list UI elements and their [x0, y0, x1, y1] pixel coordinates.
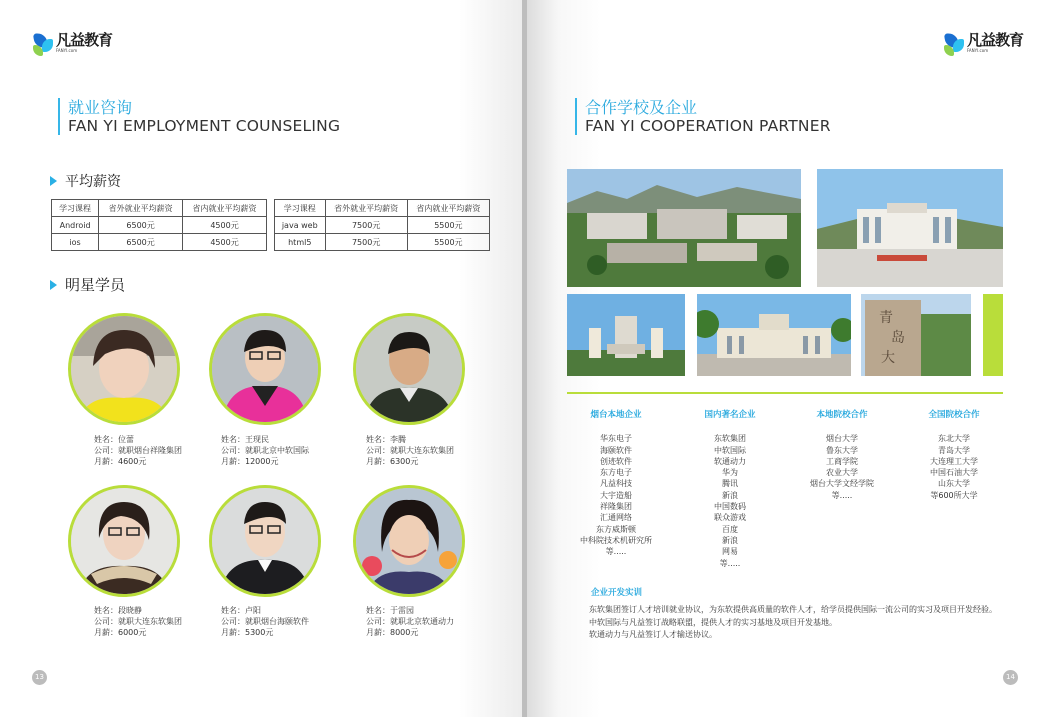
employment-section-header: [58, 98, 340, 135]
salary-table-2: [274, 199, 490, 251]
list-item: 中国石油大学: [930, 468, 978, 478]
student-info: [221, 605, 309, 638]
page-number: 13: [32, 670, 47, 685]
student-salary: 月薪：6000元: [94, 628, 147, 637]
student-salary: 月薪：8000元: [366, 628, 419, 637]
table-cell: 4500元: [183, 234, 267, 251]
list-item: 工商学院: [826, 456, 858, 466]
stone-monument-photo: [861, 294, 971, 376]
student-company: 公司：就职烟台祥隆集团: [94, 446, 182, 455]
section-title-cn: 就业咨询: [68, 98, 133, 117]
student-info: [366, 434, 454, 467]
list-item: 东软集团: [714, 434, 746, 444]
right-logo: [943, 33, 1023, 57]
table-cell: 5500元: [407, 234, 489, 251]
list-item: 腾讯: [722, 479, 738, 489]
list-item: 等.....: [719, 558, 741, 568]
logo-mark-icon: [943, 33, 965, 57]
header-cell: 省内就业平均薪资: [183, 200, 267, 217]
student-company: 公司：就职大连东软集团: [366, 446, 454, 455]
student-salary: 月薪：6300元: [366, 457, 419, 466]
student-name: 姓名：卢阳: [221, 606, 261, 615]
student-photo: [68, 485, 180, 597]
table-cell: 5500元: [407, 217, 489, 234]
list-item: 百度: [722, 524, 738, 534]
page-number: 14: [1003, 670, 1018, 685]
list-item: 新浪: [722, 535, 738, 545]
list-item: 中科院技术机研究所: [580, 535, 652, 545]
list-item: 凡益科技: [600, 479, 632, 489]
logo-text: 凡益教育: [967, 31, 1024, 49]
list-item: 新浪: [722, 490, 738, 500]
svg-text:岛: 岛: [891, 330, 905, 346]
list-item: 东北大学: [938, 434, 970, 444]
triangle-bullet-icon: [50, 176, 57, 186]
local-schools-column: [797, 410, 887, 501]
practice-line: 东软集团签订人才培训就业协议，为东软提供高质量的软件人才，给学员提供国际一流公司的实习及项目开发经验。: [589, 605, 997, 614]
column-title: 全国院校合作: [928, 410, 980, 420]
student-info: [366, 605, 454, 638]
student-company: 公司：就职大连东软集团: [94, 617, 182, 626]
list-item: 汇通网络: [600, 513, 632, 523]
left-page: [0, 0, 522, 717]
list-item: 鲁东大学: [826, 445, 858, 455]
practice-line: 软通动力与凡益签订人才输送协议。: [589, 630, 717, 639]
table-row: [52, 217, 267, 234]
campus-aerial-photo: [567, 169, 801, 287]
table-cell: 6500元: [99, 234, 183, 251]
header-cell: 学习课程: [275, 200, 326, 217]
student-name: 姓名：段晓静: [94, 606, 142, 615]
student-photo: [209, 485, 321, 597]
logo-mark-icon: [32, 33, 54, 57]
student-name: 姓名：王现民: [221, 435, 269, 444]
left-logo: [32, 33, 112, 57]
accent-bar: [983, 294, 1003, 376]
salary-heading: [50, 171, 121, 191]
list-item: 等.....: [605, 547, 627, 557]
student-photo: [353, 485, 465, 597]
list-item: 大连理工大学: [930, 456, 978, 466]
salary-table-1: [51, 199, 267, 251]
logo-subtext: FANYI.com: [967, 48, 989, 53]
table-cell: ios: [52, 234, 99, 251]
header-cell: 省外就业平均薪资: [325, 200, 407, 217]
table-row: [275, 234, 490, 251]
campus-building-photo: [817, 169, 1003, 287]
student-name: 姓名：李腾: [366, 435, 406, 444]
section-title-cn: 合作学校及企业: [585, 98, 698, 117]
national-schools-column: [909, 410, 999, 501]
list-item: 农业大学: [826, 468, 858, 478]
logo-subtext: FANYI.com: [56, 48, 78, 53]
table-cell: html5: [275, 234, 326, 251]
table-header-row: [52, 200, 267, 217]
section-title-en: FAN YI EMPLOYMENT COUNSELING: [68, 117, 341, 135]
table-header-row: [275, 200, 490, 217]
divider-line: [567, 392, 1003, 394]
student-photo: [353, 313, 465, 425]
student-photo: [68, 313, 180, 425]
list-item: 东方威斯顿: [596, 524, 636, 534]
table-cell: 7500元: [325, 217, 407, 234]
section-title-en: FAN YI COOPERATION PARTNER: [585, 117, 831, 135]
students-heading-label: 明星学员: [65, 276, 126, 294]
table-cell: 6500元: [99, 217, 183, 234]
svg-text:青: 青: [879, 310, 893, 326]
student-name: 姓名：位蕾: [94, 435, 134, 444]
list-item: 华东电子: [600, 434, 632, 444]
column-title: 国内著名企业: [704, 410, 756, 420]
student-salary: 月薪：5300元: [221, 628, 274, 637]
list-item: 烟台大学文经学院: [810, 479, 874, 489]
practice-title: 企业开发实训: [591, 588, 643, 598]
gate-photo: [567, 294, 685, 376]
local-enterprises-column: [571, 410, 661, 558]
table-cell: java web: [275, 217, 326, 234]
right-page: [527, 0, 1050, 717]
student-company: 公司：就职烟台海颐软件: [221, 617, 309, 626]
logo-text: 凡益教育: [56, 31, 113, 49]
list-item: 祥隆集团: [600, 502, 632, 512]
column-title: 本地院校合作: [816, 410, 868, 420]
table-cell: Android: [52, 217, 99, 234]
practice-text: [589, 604, 1029, 642]
cooperation-section-header: [575, 98, 831, 135]
student-salary: 月薪：12000元: [221, 457, 279, 466]
triangle-bullet-icon: [50, 280, 57, 290]
list-item: 创迹软件: [600, 456, 632, 466]
list-item: 中国数码: [714, 502, 746, 512]
list-item: 华为: [722, 468, 738, 478]
list-item: 中软国际: [714, 445, 746, 455]
list-item: 东方电子: [600, 468, 632, 478]
svg-text:大: 大: [881, 350, 895, 366]
student-info: [94, 434, 182, 467]
column-title: 烟台本地企业: [590, 410, 642, 420]
salary-heading-label: 平均薪资: [65, 174, 121, 190]
student-company: 公司：就职北京软通动力: [366, 617, 454, 626]
student-salary: 月薪：4600元: [94, 457, 147, 466]
list-item: 烟台大学: [826, 434, 858, 444]
practice-line: 中软国际与凡益签订战略联盟，提供人才的实习基地及项目开发基地。: [589, 617, 837, 627]
list-item: 山东大学: [938, 479, 970, 489]
list-item: 联众游戏: [714, 513, 746, 523]
list-item: 等.....: [831, 490, 853, 500]
student-info: [221, 434, 309, 467]
list-item: 大宇造船: [600, 490, 632, 500]
national-enterprises-column: [685, 410, 775, 569]
list-item: 青岛大学: [938, 445, 970, 455]
student-info: [94, 605, 182, 638]
list-item: 软通动力: [714, 456, 746, 466]
list-item: 等600所大学: [930, 490, 978, 500]
list-item: 网易: [722, 547, 738, 557]
student-photo: [209, 313, 321, 425]
header-cell: 省外就业平均薪资: [99, 200, 183, 217]
students-heading: [50, 274, 125, 295]
table-row: [52, 234, 267, 251]
student-company: 公司：就职北京中软国际: [221, 446, 309, 455]
table-row: [275, 217, 490, 234]
student-name: 姓名：于雷园: [366, 606, 414, 615]
table-cell: 7500元: [325, 234, 407, 251]
table-cell: 4500元: [183, 217, 267, 234]
main-hall-photo: [697, 294, 851, 376]
header-cell: 省内就业平均薪资: [407, 200, 489, 217]
list-item: 海颐软件: [600, 445, 632, 455]
header-cell: 学习课程: [52, 200, 99, 217]
